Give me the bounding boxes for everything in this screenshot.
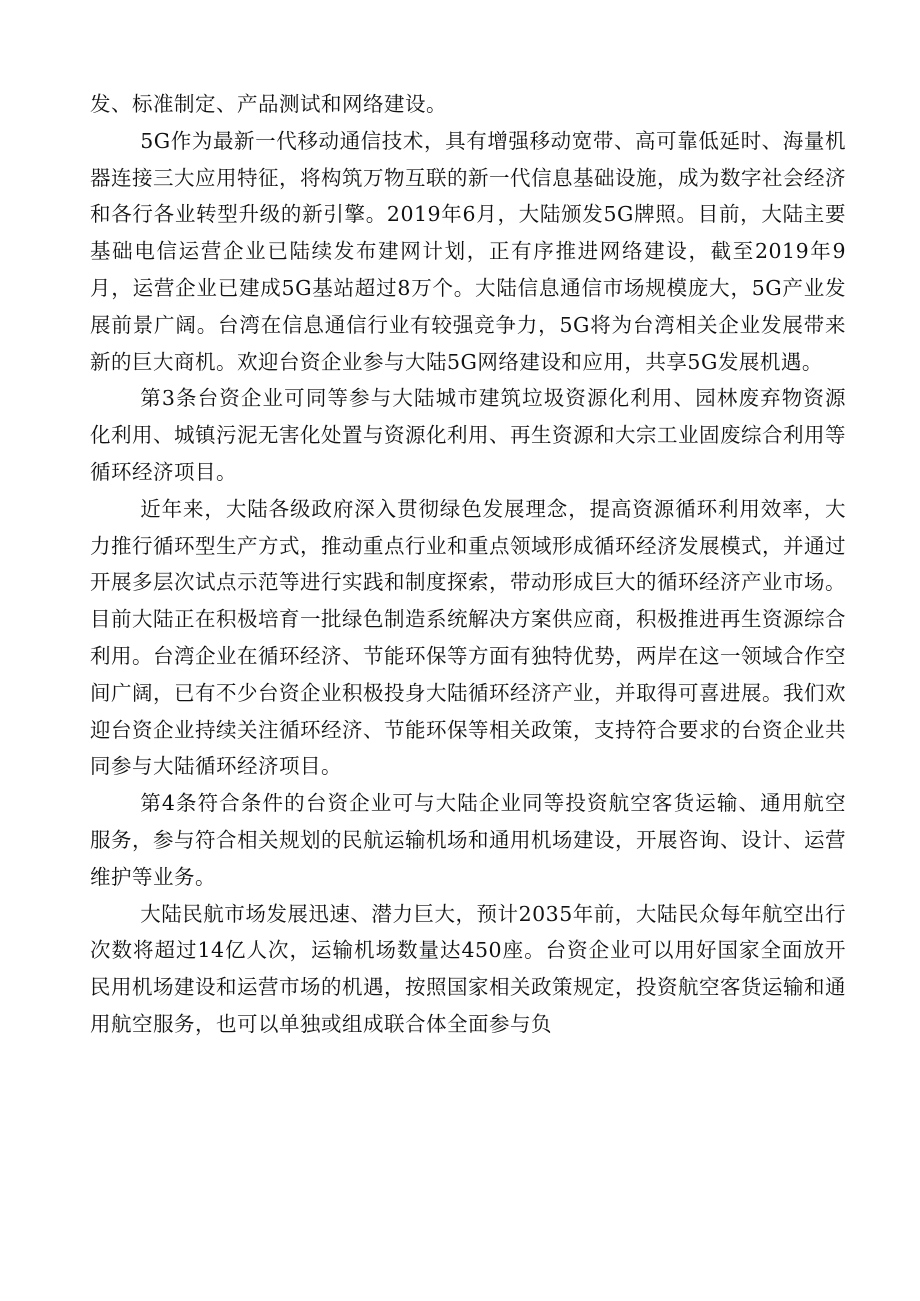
paragraph-article-3: 第3条台资企业可同等参与大陆城市建筑垃圾资源化利用、园林废弃物资源化利用、城镇污泥无害化处置与资源化利用、再生资源和大宗工业固废综合利用等循环经济项目。 [90,386,846,484]
paragraph-article-4: 第4条符合条件的台资企业可与大陆企业同等投资航空客货运输、通用航空服务，参与符合相关规划的民航运输机场和通用机场建设，开展咨询、设计、运营维护等业务。 [90,791,846,889]
paragraph-continuation: 发、标准制定、产品测试和网络建设。 [90,92,447,116]
paragraph-5g: 5G作为最新一代移动通信技术，具有增强移动宽带、高可靠低延时、海量机器连接三大应用特征，将构筑万物互联的新一代信息基础设施，成为数字社会经济和各行各业转型升级的新引擎。2019年6月，大陆颁发5G牌照。目前，大陆主要基础电信运营企业已陆续发布建网计划，正有序推进网络建设，截至2019年9月，运营企业已建成5G基站超过8万个。大陆信息通信市场规模庞大，5G产业发展前景广阔。台湾在信息通信行业有较强竞争力，5G将为台湾相关企业发展带来新的巨大商机。欢迎台资企业参与大陆5G网络建设和应用，共享5G发展机遇。 [90,128,846,374]
paragraph-circular-economy: 近年来，大陆各级政府深入贯彻绿色发展理念，提高资源循环利用效率，大力推行循环型生产方式，推动重点行业和重点领域形成循环经济发展模式，并通过开展多层次试点示范等进行实践和制度探索，带动形成巨大的循环经济产业市场。目前大陆正在积极培育一批绿色制造系统解决方案供应商，积极推进再生资源综合利用。台湾企业在循环经济、节能环保等方面有独特优势，两岸在这一领域合作空间广阔，已有不少台资企业积极投身大陆循环经济产业，并取得可喜进展。我们欢迎台资企业持续关注循环经济、节能环保等相关政策，支持符合要求的台资企业共同参与大陆循环经济项目。 [90,496,846,779]
document-page [90,86,846,1043]
paragraph-civil-aviation: 大陆民航市场发展迅速、潜力巨大，预计2035年前，大陆民众每年航空出行次数将超过14亿人次，运输机场数量达450座。台资企业可以用好国家全面放开民用机场建设和运营市场的机遇，按照国家相关政策规定，投资航空客货运输和通用航空服务，也可以单独或组成联合体全面参与负 [90,901,846,1036]
